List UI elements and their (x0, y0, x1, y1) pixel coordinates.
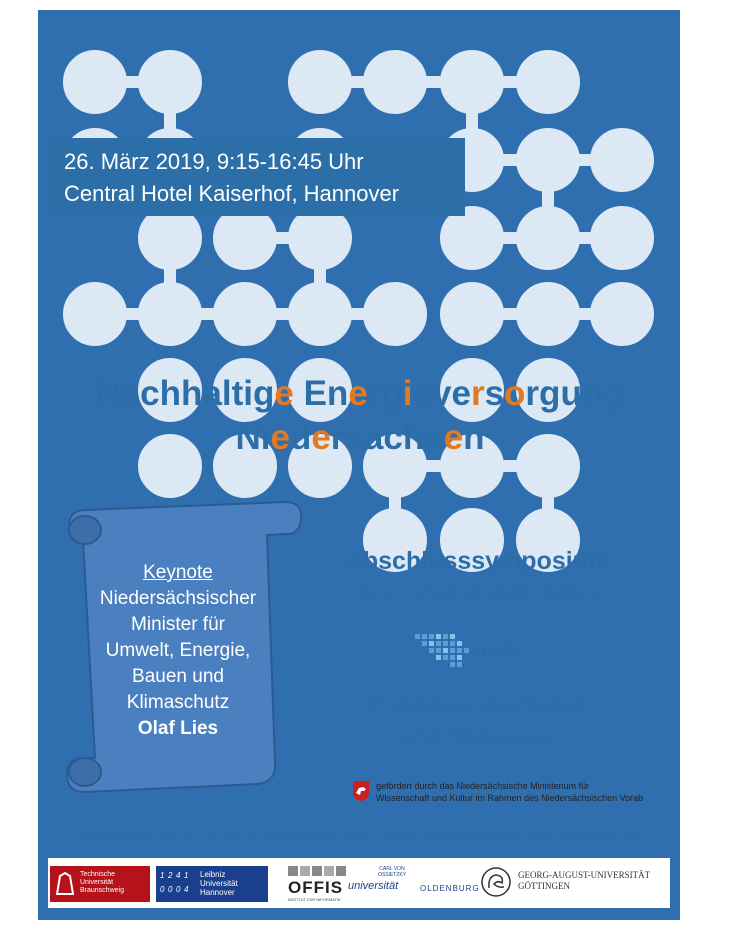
keynote-line: Minister für (131, 614, 225, 635)
page-margin-left (0, 0, 38, 931)
keynote-line: Bauen und (132, 666, 224, 687)
title-letter: N (95, 374, 121, 413)
result-text (305, 688, 650, 752)
title-letter: a (363, 418, 384, 457)
offis-text: OFFIS (288, 878, 344, 897)
keynote-speaker: Olaf Lies (137, 718, 219, 739)
keynote-text (78, 560, 278, 742)
title-letter: e (451, 374, 471, 413)
title-letter: E (303, 374, 327, 413)
title-letter: s (424, 418, 444, 457)
title-letter: c (383, 418, 403, 457)
leibniz-digit: 0 (168, 885, 173, 894)
title-letter: e (348, 374, 368, 413)
offis-subtext: INSTITUT FÜR INFORMATIK (288, 897, 341, 902)
frame-top (38, 10, 680, 20)
goettingen-logo (480, 866, 668, 902)
title-letter: s (484, 374, 505, 413)
page-margin-top (0, 0, 730, 10)
keynote-line: Umwelt, Energie, (105, 640, 251, 661)
leibniz-line: Hannover (200, 888, 235, 897)
tu-line: Technische (80, 871, 116, 878)
title-letter: l (221, 374, 232, 413)
result-line2: und Diskussion (399, 723, 556, 749)
funding-line2: Wissenschaft und Kultur im Rahmen des Niedersächsischen Vorab (376, 793, 644, 803)
title-letter: h (159, 374, 181, 413)
tu-lion-icon (54, 870, 76, 898)
symposium-block (305, 545, 650, 607)
frame-right (670, 10, 680, 920)
leibniz-digit: 0 (176, 885, 181, 894)
neds-logo (415, 632, 545, 677)
title-letter: i (260, 418, 271, 457)
symposium-sub: des Forschungsprojektes (354, 579, 601, 604)
title-letter: r (525, 374, 540, 413)
title-letter: r (470, 374, 485, 413)
title-letter: g (252, 374, 275, 413)
keynote-line: Klimaschutz (126, 692, 230, 713)
page-margin-right (680, 0, 730, 931)
title-letter: n (326, 374, 349, 413)
main-title (48, 372, 672, 460)
page-margin-bottom (0, 920, 730, 931)
event-date: 26. März 2019, 9:15-16:45 Uhr (64, 149, 364, 174)
title-letter: g (539, 374, 561, 413)
leibniz-digit: 4 (184, 885, 189, 894)
logo-bar (48, 858, 670, 908)
title-letter: N (235, 418, 261, 457)
leibniz-line: Leibniz (200, 870, 226, 879)
tu-line: Universität (80, 879, 114, 886)
title-letter: v (432, 374, 452, 413)
leibniz-digit: 2 (168, 871, 173, 880)
title-letter: s (344, 418, 364, 457)
title-letter: n (463, 418, 485, 457)
title-letter: e (270, 418, 290, 457)
neds-logo-text: neds (475, 639, 522, 661)
goettingen-seal-icon (480, 866, 512, 898)
lower-saxony-crest-icon (352, 780, 370, 802)
title-letter: e (274, 374, 294, 413)
title-letter: g (603, 374, 625, 413)
tu-braunschweig-logo (50, 866, 150, 902)
title-letter (294, 374, 304, 413)
title-letter: u (560, 374, 582, 413)
date-box (48, 138, 465, 216)
title-letter: a (120, 374, 141, 413)
frame-left (38, 10, 48, 920)
oldenburg-word: OSSIETZKY (377, 872, 407, 878)
offis-logo (288, 866, 346, 902)
title-line1 (48, 372, 672, 416)
leibniz-line: Universität (200, 879, 238, 888)
result-line1: Ergebnispräsentation (368, 691, 587, 717)
title-letter: n (581, 374, 604, 413)
funding-note (376, 780, 643, 804)
leibniz-uni-logo (156, 866, 268, 902)
symposium-heading: Abschlusssymposium (344, 547, 611, 575)
title-letter: i (243, 374, 253, 413)
title-line2 (48, 416, 672, 460)
registration-note: Anmeldung bis 22.02.2019 erforderlich unter: neds-symposium@tu-braunschweig.de (78, 828, 642, 845)
title-letter: h (402, 418, 425, 457)
title-letter: t (231, 374, 244, 413)
goettingen-line: GÖTTINGEN (518, 881, 570, 891)
oldenburg-uni: universität (348, 880, 399, 892)
leibniz-digit: 1 (160, 871, 165, 880)
tu-line: Braunschweig (80, 887, 124, 894)
keynote-label: Keynote (143, 562, 213, 583)
title-letter: r (367, 374, 382, 413)
title-letter: h (180, 374, 203, 413)
title-letter: o (504, 374, 526, 413)
title-letter: d (289, 418, 312, 457)
leibniz-digit: 0 (160, 885, 165, 894)
website-url[interactable]: www.neds-niedersachsen.de (237, 28, 481, 49)
title-letter: i (402, 374, 413, 413)
frame-bottom (38, 910, 680, 920)
title-letter: g (381, 374, 403, 413)
oldenburg-word: VON (393, 866, 405, 872)
keynote-line: Niedersächsischer (99, 588, 257, 609)
event-venue: Central Hotel Kaiserhof, Hannover (64, 181, 400, 206)
funding-line1: gefördert durch das Niedersächsische Ministerium für (376, 781, 590, 791)
title-letter: c (140, 374, 160, 413)
title-letter: r (330, 418, 345, 457)
title-letter: a (202, 374, 222, 413)
title-letter: e (443, 418, 464, 457)
leibniz-digit-grid (160, 870, 194, 898)
oldenburg-word: CARL (379, 866, 393, 872)
leibniz-digit: 1 (184, 871, 189, 880)
goettingen-line: GEORG-AUGUST-UNIVERSITÄT (518, 870, 651, 880)
leibniz-digit: 4 (176, 871, 181, 880)
oldenburg-city: OLDENBURG (420, 884, 480, 893)
neds-dots-icon (415, 632, 545, 672)
title-letter: e (311, 418, 331, 457)
title-letter: e (412, 374, 432, 413)
oldenburg-logo (348, 866, 488, 902)
